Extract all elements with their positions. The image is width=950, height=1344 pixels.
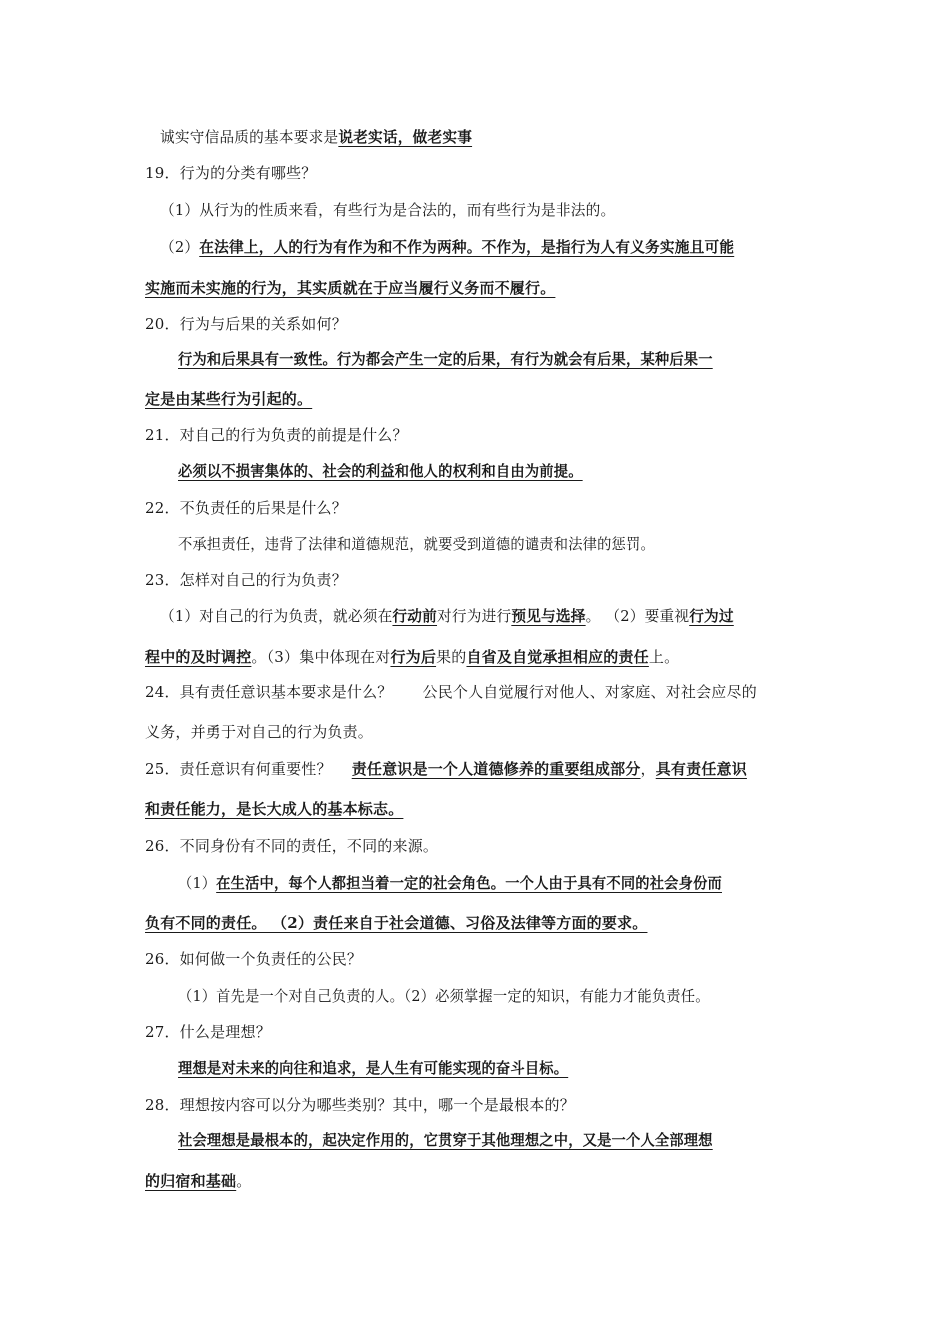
answer-line: 义务，并勇于对自己的行为负责。 bbox=[145, 723, 374, 741]
text-line bbox=[145, 681, 815, 703]
bold-underlined-text: 行动前 bbox=[392, 607, 438, 625]
plain-text: 。 （2）要重视 bbox=[585, 607, 690, 625]
plain-text: 果的 bbox=[436, 648, 467, 666]
text-line bbox=[160, 126, 815, 148]
bold-underlined-text: 自省及自觉承担相应的责任 bbox=[466, 648, 649, 666]
bold-underlined-text: 说老实话，做老实事 bbox=[338, 128, 473, 146]
bold-underlined-text: 行为过 bbox=[689, 607, 734, 625]
bold-underlined-text: 责任意识是一个人道德修养的重要组成部分 bbox=[351, 760, 641, 778]
plain-text: 对行为进行 bbox=[437, 607, 512, 625]
bold-underlined-text: 行为后 bbox=[390, 648, 437, 666]
text-line bbox=[178, 348, 815, 370]
text-line bbox=[178, 460, 815, 482]
question-21: 21．对自己的行为负责的前提是什么？ bbox=[145, 426, 408, 444]
text-line bbox=[145, 646, 815, 668]
question-24: 24．具有责任意识基本要求是什么？ bbox=[145, 683, 393, 701]
bold-underlined-text: 行为和后果具有一致性。行为都会产生一定的后果，有行为就会有后果，某种后果一 bbox=[178, 350, 713, 368]
bold-underlined-text: 预见与选择 bbox=[511, 607, 586, 625]
text-line bbox=[160, 605, 815, 627]
bold-underlined-text: 社会理想是最根本的，起决定作用的，它贯穿于其他理想之中，又是一个人全部理想 bbox=[178, 1131, 713, 1149]
question-26b: 26．如何做一个负责任的公民？ bbox=[145, 950, 363, 968]
question-28: 28．理想按内容可以分为哪些类别？其中，哪一个是最根本的？ bbox=[145, 1096, 575, 1114]
bold-underlined-text: 负有不同的责任。 （2）责任来自于社会道德、习俗及法律等方面的要求。 bbox=[145, 914, 648, 932]
bold-underlined-text: 的归宿和基础 bbox=[145, 1172, 237, 1190]
plain-text: 。 bbox=[236, 1172, 252, 1190]
question-20: 20．行为与后果的关系如何？ bbox=[145, 315, 347, 333]
text-line bbox=[178, 872, 815, 894]
question-25: 25．责任意识有何重要性？ bbox=[145, 760, 332, 778]
question-27: 27．什么是理想？ bbox=[145, 1023, 271, 1041]
plain-text: （1） bbox=[178, 874, 217, 892]
text-line bbox=[145, 1170, 815, 1192]
bold-underlined-text: 在法律上，人的行为有作为和不作为两种。不作为，是指行为人有义务实施且可能 bbox=[199, 238, 735, 256]
text-line bbox=[145, 277, 815, 299]
text-line bbox=[145, 798, 815, 820]
answer-line: （1）从行为的性质来看，有些行为是合法的，而有些行为是非法的。 bbox=[160, 201, 616, 219]
question-23: 23．怎样对自己的行为负责？ bbox=[145, 571, 347, 589]
text-line bbox=[145, 758, 815, 780]
text-line bbox=[145, 388, 815, 410]
plain-text: （1）对自己的行为负责，就必须在 bbox=[160, 607, 393, 625]
question-26: 26．不同身份有不同的责任，不同的来源。 bbox=[145, 837, 439, 855]
plain-text: ， bbox=[640, 760, 656, 778]
bold-underlined-text: 在生活中，每个人都担当着一定的社会角色。一个人由于具有不同的社会身份而 bbox=[216, 874, 722, 892]
answer-line: （1）首先是一个对自己负责的人。（2）必须掌握一定的知识，有能力才能负责任。 bbox=[178, 987, 710, 1005]
text-line bbox=[178, 1057, 815, 1079]
plain-text: 。（3）集中体现在对 bbox=[251, 648, 391, 666]
plain-text: 上。 bbox=[648, 648, 680, 666]
bold-underlined-text: 和责任能力，是长大成人的基本标志。 bbox=[145, 800, 404, 818]
plain-text: （2） bbox=[160, 238, 200, 256]
text-line bbox=[145, 912, 815, 934]
question-22: 22．不负责任的后果是什么？ bbox=[145, 499, 347, 517]
bold-underlined-text: 程中的及时调控 bbox=[145, 648, 252, 666]
answer-line: 不承担责任，违背了法律和道德规范，就要受到道德的谴责和法律的惩罚。 bbox=[178, 535, 655, 553]
bold-underlined-text: 必须以不损害集体的、社会的利益和他人的权利和自由为前提。 bbox=[178, 462, 583, 480]
bold-underlined-text: 实施而未实施的行为，其实质就在于应当履行义务而不履行。 bbox=[145, 279, 556, 297]
bold-underlined-text: 定是由某些行为引起的。 bbox=[145, 390, 313, 408]
plain-text: 公民个人自觉履行对他人、对家庭、对社会应尽的 bbox=[422, 683, 757, 701]
question-19: 19．行为的分类有哪些？ bbox=[145, 164, 317, 182]
plain-text: 诚实守信品质的基本要求是 bbox=[160, 128, 339, 146]
text-line bbox=[160, 236, 815, 258]
bold-underlined-text: 具有责任意识 bbox=[655, 760, 747, 778]
bold-underlined-text: 理想是对未来的向往和追求，是人生有可能实现的奋斗目标。 bbox=[178, 1059, 569, 1077]
text-line bbox=[178, 1129, 815, 1151]
